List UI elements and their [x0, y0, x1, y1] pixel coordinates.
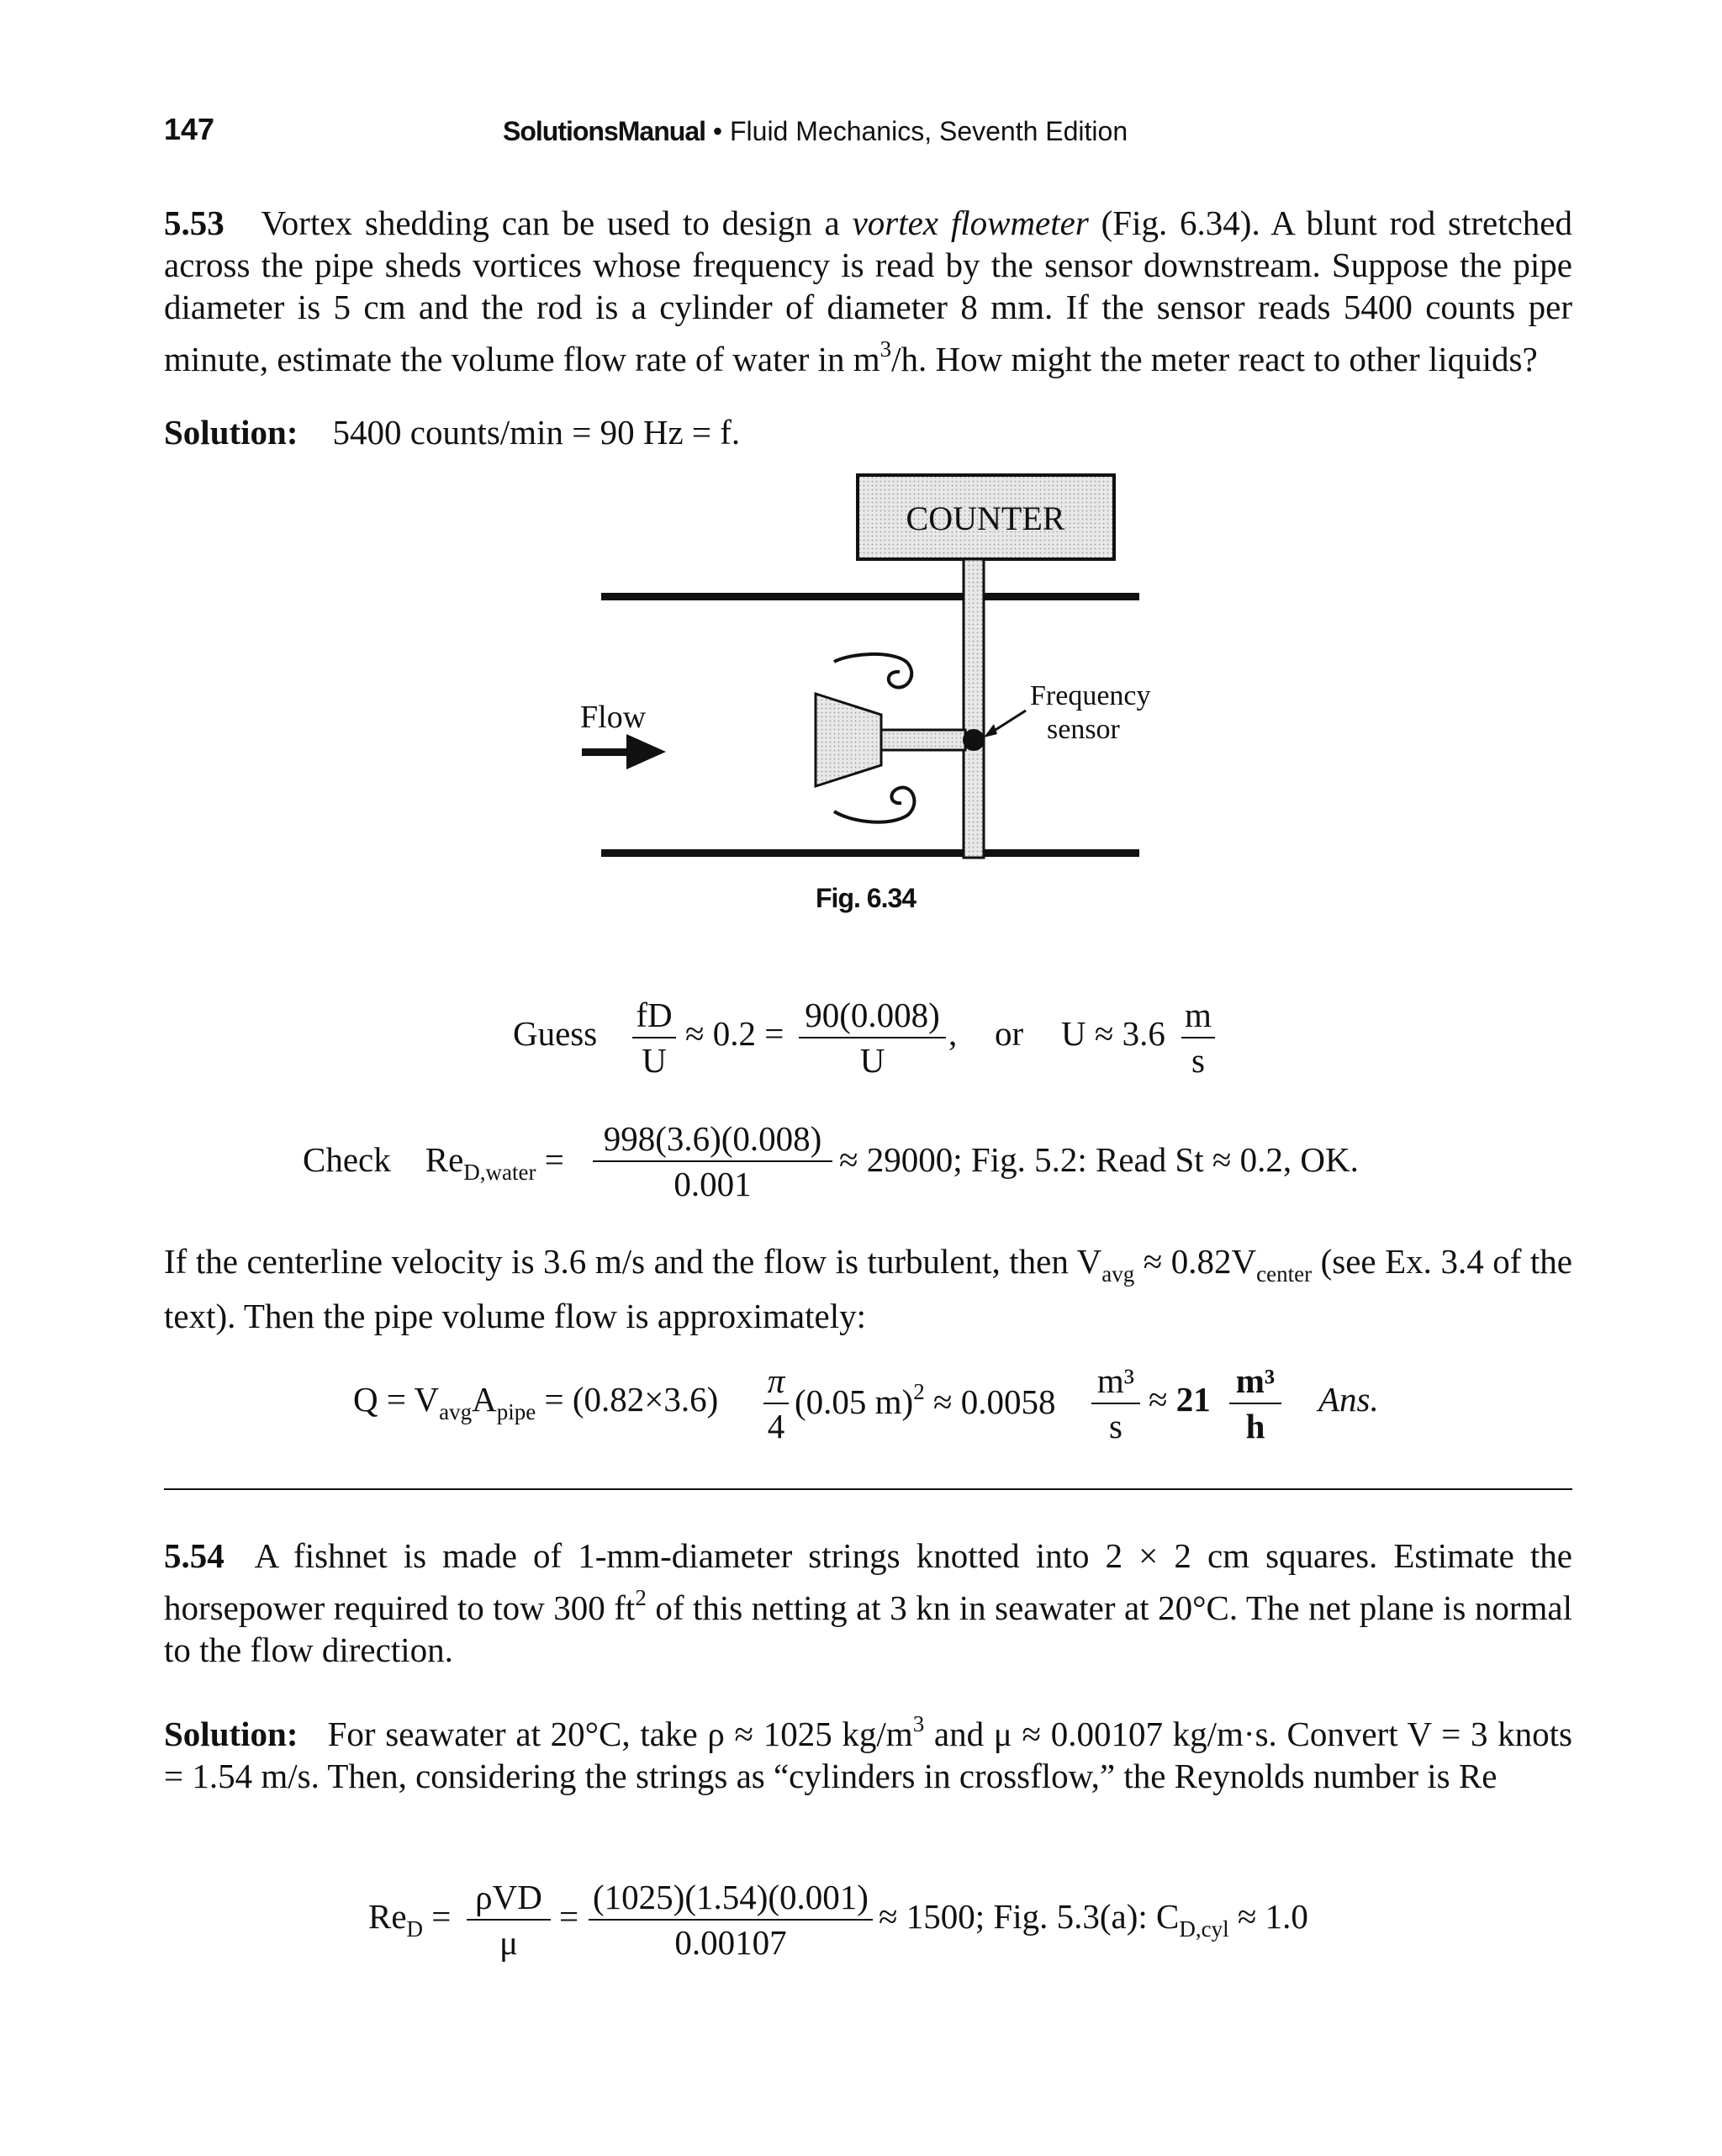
eq-re-cd-sub: D,cyl	[1179, 1916, 1229, 1942]
problem-554-text-a: A fishnet is made of 1-mm-diameter strings knotted into 2 × 2 cm squares. Estimate the horsepower required to tow 300 ft	[164, 1536, 1572, 1627]
paragraph-2-text-a: If the centerline velocity is 3.6 m/s and the flow is turbulent, then V	[164, 1242, 1102, 1281]
problem-554-solution	[164, 1703, 1572, 1797]
solution-label: Solution:	[164, 413, 298, 452]
eq-q-a: A	[472, 1380, 497, 1419]
eq-q-approx2: ≈	[1149, 1380, 1168, 1419]
flow-arrow-shaft	[582, 748, 628, 756]
bluff-body-arm	[881, 730, 965, 750]
sensor-pointer-arrowhead	[984, 724, 997, 737]
sensor-label-line2: sensor	[1047, 714, 1120, 745]
running-head	[503, 116, 1128, 147]
counter-label: COUNTER	[906, 499, 1065, 537]
sensor-rod	[964, 559, 984, 858]
problem-554-solution-label: Solution:	[164, 1715, 298, 1753]
running-head-title: Fluid Mechanics, Seventh Edition	[729, 116, 1128, 146]
problem-554-number: 5.54	[164, 1536, 224, 1575]
paragraph-2-text-c: (see Ex. 3.4 of the text). Then the pipe volume flow is approximately:	[164, 1242, 1572, 1335]
section-divider	[164, 1488, 1572, 1490]
eq-guess-frac2-num: 90(0.008)	[805, 996, 940, 1034]
eq-re-eq2: =	[559, 1897, 579, 1936]
solution-text: 5400 counts/min = 90 Hz = f.	[332, 413, 741, 452]
problem-553-statement	[164, 202, 1572, 380]
eq-re-lhs	[368, 1896, 451, 1942]
eq-q-sub-pipe: pipe	[496, 1399, 536, 1424]
eq-q-answer-value: 21	[1175, 1380, 1211, 1419]
eq-guess-result: U ≈ 3.6	[1061, 1014, 1165, 1053]
eq-q-pi-num: π	[767, 1361, 785, 1400]
eq-q-mid: = (0.82×3.6)	[544, 1380, 719, 1419]
eq-check-den: 0.001	[673, 1165, 752, 1203]
eq-check-frac	[593, 1118, 832, 1204]
vortex-upper	[834, 654, 911, 688]
problem-554-solution-sup: 3	[912, 1711, 925, 1736]
eq-q-ans-label: Ans.	[1318, 1380, 1379, 1419]
eq-q-unit1-num: m³	[1096, 1361, 1135, 1400]
problem-554-statement	[164, 1535, 1572, 1671]
eq-q-lhs	[353, 1379, 718, 1425]
frequency-sensor-dot	[963, 729, 985, 751]
eq-re-re: Re	[368, 1897, 407, 1936]
eq-check	[303, 1139, 564, 1186]
sensor-label-line1: Frequency	[1030, 680, 1151, 711]
eq-re-frac2-den: 0.00107	[674, 1923, 787, 1962]
eq-guess-unit-num: m	[1185, 996, 1212, 1034]
eq-re-tail2: ≈ 1.0	[1228, 1897, 1308, 1936]
eq-guess-label: Guess	[513, 1014, 598, 1053]
flow-label: Flow	[580, 700, 647, 735]
problem-554-solution-b: and μ ≈ 0.00107 kg/m·s. Convert V = 3 knots = 1.54 m/s. Then, considering the strings as “cylinders in crossflow,” the Reynolds number is Re	[164, 1715, 1572, 1795]
eq-check-tail: ≈ 29000; Fig. 5.2: Read St ≈ 0.2, OK.	[839, 1140, 1359, 1179]
eq-re-frac2-num: (1025)(1.54)(0.001)	[593, 1878, 869, 1916]
eq-guess-frac1-den: U	[642, 1041, 667, 1080]
problem-553-sup: 3	[879, 336, 892, 362]
problem-553-text-c: /h. How might the meter react to other liquids?	[891, 340, 1538, 378]
eq-re-tail	[879, 1896, 1308, 1942]
eq-guess-or: or	[995, 1014, 1024, 1053]
eq-q-unit1-den: s	[1109, 1407, 1122, 1445]
eq-guess-unit-den: s	[1191, 1041, 1205, 1080]
eq-re-frac1	[467, 1877, 551, 1963]
eq-check-equals: =	[544, 1140, 564, 1179]
pipe-bottom-wall	[601, 849, 1139, 857]
eq-q-sq: 2	[913, 1379, 925, 1404]
problem-554-text-b: of this netting at 3 kn in seawater at 20°C. The net plane is normal to the flow direction.	[164, 1588, 1572, 1669]
eq-re-frac1-den: μ	[499, 1923, 518, 1962]
eq-q-tail-text: (0.05 m)	[795, 1382, 914, 1421]
problem-553-solution	[164, 412, 740, 452]
eq-q-unit2	[1229, 1361, 1281, 1446]
eq-q-tail	[795, 1379, 1055, 1422]
eq-q-unit1	[1091, 1361, 1140, 1446]
figure-caption: Fig. 6.34	[816, 883, 916, 913]
eq-re-frac2	[589, 1877, 873, 1963]
eq-guess-frac2	[799, 995, 946, 1081]
eq-guess-frac1-num: fD	[636, 996, 673, 1034]
eq-guess-approx: ≈ 0.2 =	[685, 1014, 784, 1053]
running-head-brand: SolutionsManual	[503, 116, 705, 146]
eq-q-lhs-text: Q = V	[353, 1380, 440, 1419]
pipe-top-wall	[601, 593, 1139, 600]
eq-check-label: Check	[303, 1140, 391, 1179]
eq-q-answer	[1149, 1379, 1211, 1419]
eq-q-pi-frac	[763, 1361, 789, 1446]
eq-q-unit2-num: m³	[1235, 1361, 1276, 1400]
eq-re-frac1-num: ρVD	[475, 1878, 542, 1916]
blunt-rod-body	[816, 694, 881, 786]
eq-check-re: Re	[425, 1140, 464, 1179]
problem-553-text-b: (Fig. 6.34). A blunt rod stretched across the pipe sheds vortices whose frequency is read by the sensor downstream. Suppose the pipe diameter is 5 cm and the rod is a cylinder of diameter 8 mm. If the sensor reads 5400 counts per minute, estimate the volume flow rate of water in m	[164, 203, 1573, 378]
eq-guess-frac1	[632, 995, 676, 1081]
eq-re-sub: D	[406, 1916, 424, 1942]
eq-guess-unit	[1181, 995, 1215, 1081]
eq-re-eq1: =	[431, 1897, 452, 1936]
eq-guess-frac2-den: U	[859, 1041, 885, 1080]
problem-554-solution-a: For seawater at 20°C, take ρ ≈ 1025 kg/m	[327, 1715, 913, 1753]
eq-q-unit2-den: h	[1245, 1407, 1265, 1445]
problem-554-sup: 2	[635, 1585, 647, 1610]
vortex-flowmeter-figure	[572, 467, 1177, 921]
problem-553-term: vortex flowmeter	[852, 203, 1089, 242]
paragraph-2-sub-avg: avg	[1101, 1261, 1135, 1287]
eq-check-re-sub: D,water	[463, 1160, 536, 1185]
paragraph-centerline	[164, 1240, 1572, 1337]
eq-q-pi-den: 4	[767, 1407, 785, 1445]
eq-q-sub-avg: avg	[439, 1399, 473, 1424]
eq-check-num: 998(3.6)(0.008)	[603, 1119, 822, 1158]
running-head-bullet: •	[712, 116, 723, 146]
problem-553-text-a: Vortex shedding can be used to design a	[261, 203, 840, 242]
eq-q-approx: ≈ 0.0058	[932, 1382, 1056, 1421]
paragraph-2-text-b: ≈ 0.82V	[1134, 1242, 1257, 1281]
vortex-lower	[834, 788, 914, 822]
eq-guess-comma: ,	[948, 1014, 958, 1053]
flow-arrow-head	[626, 734, 666, 769]
eq-re-tail-text: ≈ 1500; Fig. 5.3(a): C	[879, 1897, 1180, 1936]
page-number: 147	[164, 112, 215, 146]
problem-553-number: 5.53	[164, 203, 224, 242]
paragraph-2-sub-center: center	[1256, 1261, 1313, 1287]
